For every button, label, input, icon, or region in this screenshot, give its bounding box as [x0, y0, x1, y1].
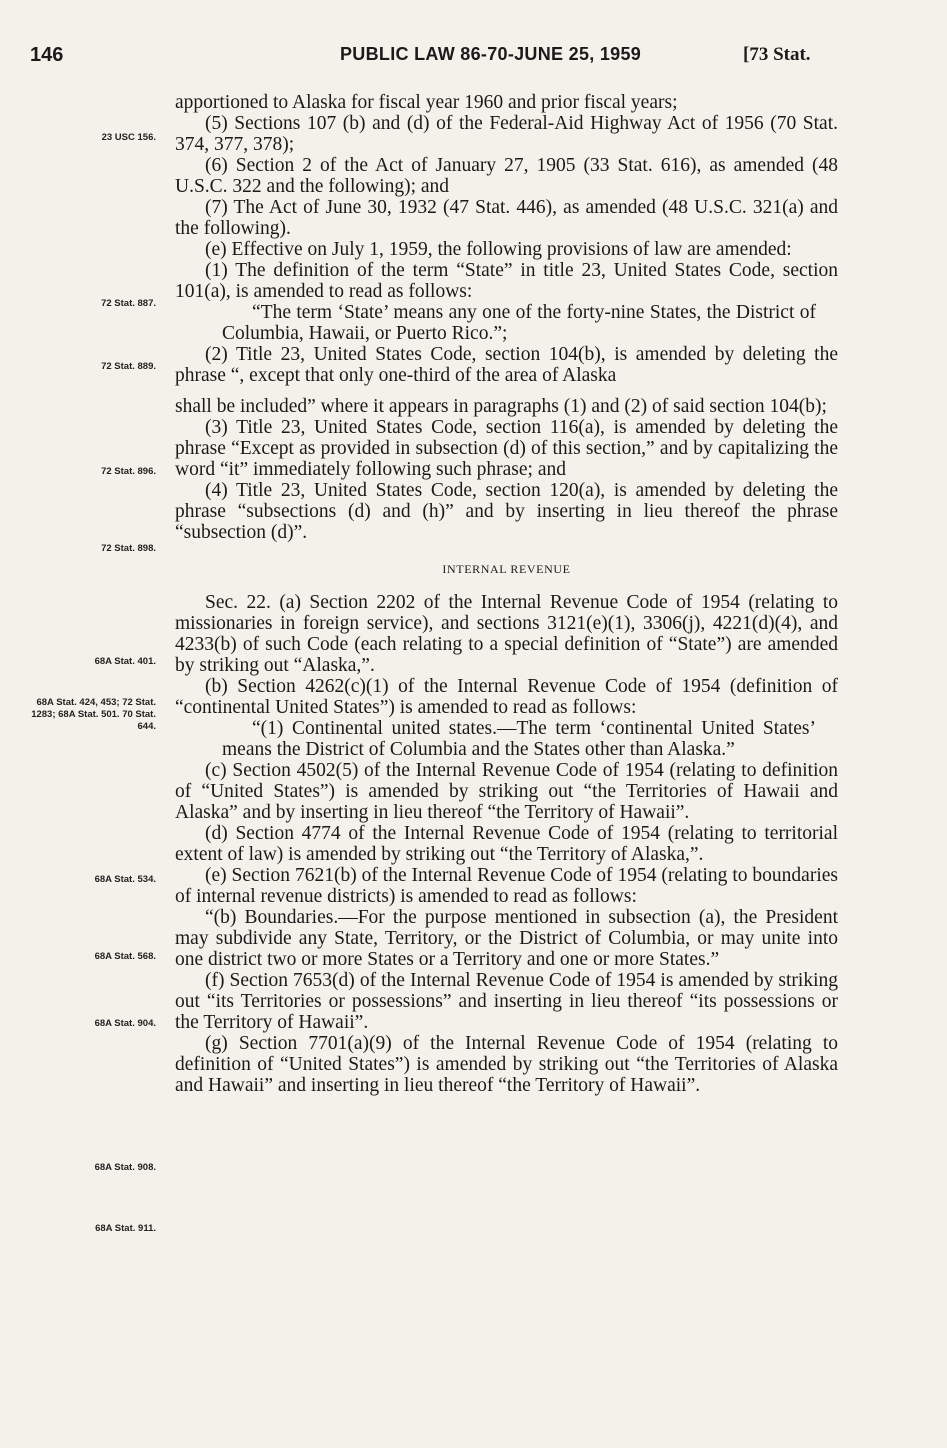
margin-note: 72 Stat. 896.: [101, 466, 156, 477]
paragraph: (e) Effective on July 1, 1959, the following provisions of law are amended:: [205, 239, 792, 260]
margin-note: 68A Stat. 534.: [94, 874, 156, 885]
section-heading: INTERNAL REVENUE: [442, 562, 571, 576]
margin-note: 68A Stat. 401.: [94, 656, 156, 667]
paragraph: (e) Section 7621(b) of the Internal Revenue Code of 1954 (relating to boundaries of internal revenue districts) is amended to read as follows:: [175, 865, 838, 907]
margin-note: 68A Stat. 568.: [94, 951, 156, 962]
body-text: [175, 92, 838, 1096]
paragraph: (g) Section 7701(a)(9) of the Internal Revenue Code of 1954 (relating to definition of “United States”) is amended by striking out “the Territories of Alaska and Hawaii” and inserting in lieu thereof “the Territory of Hawaii”.: [175, 1033, 838, 1096]
margin-note: 68A Stat. 911.: [95, 1223, 156, 1234]
margin-note: 68A Stat. 908.: [94, 1162, 156, 1173]
paragraph: apportioned to Alaska for fiscal year 1960 and prior fiscal years;: [175, 92, 678, 113]
margin-note: 68A Stat. 424, 453; 72 Stat. 1283; 68A Stat. 501. 70 Stat. 644.: [31, 697, 156, 732]
margin-note: 23 USC 156.: [101, 132, 156, 143]
margin-note: 72 Stat. 889.: [101, 361, 156, 372]
paragraph: (c) Section 4502(5) of the Internal Revenue Code of 1954 (relating to definition of “United States”) is amended by striking out “the Territories of Hawaii and Alaska” and by inserting in lieu thereof “the Territory of Hawaii”.: [175, 760, 838, 823]
paragraph: (4) Title 23, United States Code, section 120(a), is amended by deleting the phrase “subsections (d) and (h)” and by inserting in lieu thereof the phrase “subsection (d)”.: [175, 480, 838, 543]
quoted-definition: “The term ‘State’ means any one of the forty-nine States, the District of Columbia, Hawaii, or Puerto Rico.”;: [222, 302, 816, 344]
paragraph: (1) The definition of the term “State” in title 23, United States Code, section 101(a), is amended to read as follows:: [175, 260, 838, 302]
running-title: PUBLIC LAW 86-70-JUNE 25, 1959: [340, 44, 642, 64]
paragraph: Sec. 22. (a) Section 2202 of the Internal Revenue Code of 1954 (relating to missionaries in foreign service), and sections 3121(e)(1), 3306(j), 4221(d)(4), and 4233(b) of such Code (each relating to a special definition of “State”) are amended by striking out “Alaska,”.: [175, 592, 838, 676]
paragraph: shall be included” where it appears in paragraphs (1) and (2) of said section 104(b);: [175, 396, 827, 417]
page-number: 146: [30, 44, 64, 66]
quoted-definition: “(1) Continental united states.—The term ‘continental United States’ means the District of Columbia and the States other than Alaska.”: [222, 718, 816, 760]
paragraph: (f) Section 7653(d) of the Internal Revenue Code of 1954 is amended by striking out “its Territories or possessions” and inserting in lieu thereof “its possessions or the Territory of Hawaii”.: [175, 970, 838, 1033]
margin-note: 68A Stat. 904.: [94, 1018, 156, 1029]
paragraph: (b) Section 4262(c)(1) of the Internal Revenue Code of 1954 (definition of “continental United States”) is amended to read as follows:: [175, 676, 838, 718]
paragraph: (2) Title 23, United States Code, section 104(b), is amended by deleting the phrase “, except that only one-third of the area of Alaska: [175, 344, 838, 386]
paragraph: (3) Title 23, United States Code, section 116(a), is amended by deleting the phrase “Except as provided in subsection (d) of this section,” and by capitalizing the word “it” immediately following such phrase; and: [175, 417, 838, 480]
margin-note: 72 Stat. 887.: [101, 298, 156, 309]
quoted-definition: “(b) Boundaries.—For the purpose mentioned in subsection (a), the President may subdivide any State, Territory, or the District of Columbia, or may unite into one district two or more States or a Territory and one or more States.”: [175, 907, 838, 970]
volume-reference: [73 Stat.: [743, 44, 811, 65]
margin-notes: [0, 0, 160, 1448]
paragraph: (d) Section 4774 of the Internal Revenue Code of 1954 (relating to territorial extent of law) is amended by striking out “the Territory of Alaska,”.: [175, 823, 838, 865]
paragraph: (6) Section 2 of the Act of January 27, 1905 (33 Stat. 616), as amended (48 U.S.C. 322 and the following); and: [175, 155, 838, 197]
paragraph: (7) The Act of June 30, 1932 (47 Stat. 446), as amended (48 U.S.C. 321(a) and the following).: [175, 197, 838, 239]
paragraph: (5) Sections 107 (b) and (d) of the Federal-Aid Highway Act of 1956 (70 Stat. 374, 377, 378);: [175, 113, 838, 155]
margin-note: 72 Stat. 898.: [101, 543, 156, 554]
